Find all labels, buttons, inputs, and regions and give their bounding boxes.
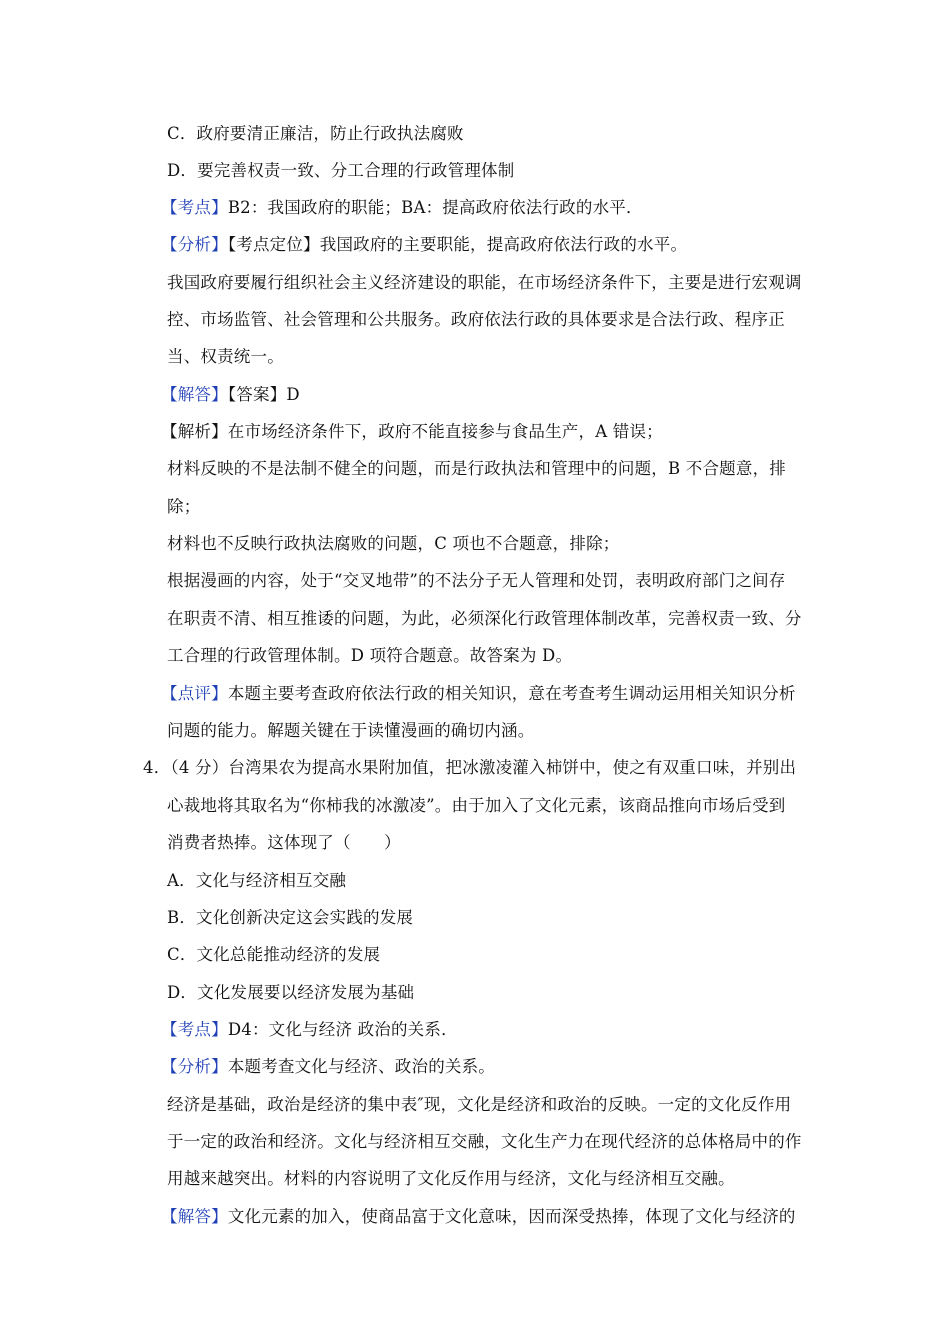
jieda-text: 【答案】D <box>227 385 300 404</box>
kaodian-text: B2：我国政府的职能；BA：提高政府依法行政的水平． <box>227 198 643 217</box>
q3-fenxi-line-3: 当、权责统一。 <box>167 347 284 366</box>
q4-stem-line-1: 4．（4 分）台湾果农为提高水果附加值，把冰激凌灌入柿饼中，使之有双重口味，并别出 <box>143 758 797 777</box>
q3-option-c: C．政府要清正廉洁，防止行政执法腐败 <box>167 124 464 143</box>
q3-jiexi-line-5: 在职责不清、相互推诿的问题，为此，必须深化行政管理体制改革，完善权责一致、分 <box>167 609 802 628</box>
dianping-text: 本题主要考查政府依法行政的相关知识，意在考查考生调动运用相关知识分析 <box>227 684 796 703</box>
fenxi-tag: 【分析】 <box>161 235 228 254</box>
fenxi-text: 本题考查文化与经济、政治的关系。 <box>227 1057 496 1076</box>
jieda-tag: 【解答】 <box>161 1207 228 1226</box>
q3-option-d: D．要完善权责一致、分工合理的行政管理体制 <box>167 161 515 180</box>
q3-dianping-line-1: 问题的能力。解题关键在于读懂漫画的确切内涵。 <box>167 721 535 740</box>
q3-jiexi-line-4: 根据漫画的内容，处于“交叉地带”的不法分子无人管理和处罚，表明政府部门之间存 <box>167 571 786 590</box>
q3-jiexi-line-3: 材料也不反映行政执法腐败的问题，C 项也不合题意，排除； <box>167 534 620 553</box>
q4-jieda <box>161 1206 796 1228</box>
kaodian-text: D4：文化与经济 政治的关系． <box>227 1020 458 1039</box>
q4-fenxi-line-1: 经济是基础，政治是经济的集中表″现，文化是经济和政治的反映。一定的文化反作用 <box>167 1095 792 1114</box>
fenxi-tag: 【分析】 <box>161 1057 228 1076</box>
q3-jiexi: 【解析】在市场经济条件下，政府不能直接参与食品生产，A 错误； <box>161 422 663 441</box>
q4-fenxi <box>161 1056 496 1078</box>
q4-option-b: B．文化创新决定这会实践的发展 <box>167 908 414 927</box>
q4-fenxi-line-3: 用越来越突出。材料的内容说明了文化反作用与经济，文化与经济相互交融。 <box>167 1169 735 1188</box>
q3-jiexi-line-2: 除； <box>167 497 201 516</box>
q3-dianping <box>161 683 796 705</box>
q3-jiexi-line-1: 材料反映的不是法制不健全的问题，而是行政执法和管理中的问题，B 不合题意，排 <box>167 459 786 478</box>
q3-jieda <box>161 384 300 406</box>
jieda-tag: 【解答】 <box>161 385 228 404</box>
kaodian-tag: 【考点】 <box>161 1020 228 1039</box>
q3-fenxi <box>161 234 688 256</box>
q4-option-a: A．文化与经济相互交融 <box>167 871 347 890</box>
jieda-text: 文化元素的加入，使商品富于文化意味，因而深受热捧，体现了文化与经济的 <box>227 1207 796 1226</box>
kaodian-tag: 【考点】 <box>161 198 228 217</box>
q4-option-d: D．文化发展要以经济发展为基础 <box>167 983 415 1002</box>
q3-kaodian <box>161 197 643 219</box>
q3-fenxi-line-1: 我国政府要履行组织社会主义经济建设的职能，在市场经济条件下，主要是进行宏观调 <box>167 273 802 292</box>
q4-stem-line-2: 心裁地将其取名为“你柿我的冰激凌”。由于加入了文化元素，该商品推向市场后受到 <box>167 796 786 815</box>
q4-kaodian <box>161 1019 458 1041</box>
q4-option-c: C．文化总能推动经济的发展 <box>167 945 381 964</box>
q3-jiexi-line-6: 工合理的行政管理体制。D 项符合题意。故答案为 D。 <box>167 646 573 665</box>
fenxi-text: 【考点定位】我国政府的主要职能，提高政府依法行政的水平。 <box>227 235 688 254</box>
q4-stem-line-3: 消费者热捧。这体现了（ ） <box>167 833 401 852</box>
q4-fenxi-line-2: 于一定的政治和经济。文化与经济相互交融，文化生产力在现代经济的总体格局中的作 <box>167 1132 802 1151</box>
dianping-tag: 【点评】 <box>161 684 228 703</box>
q3-fenxi-line-2: 控、市场监管、社会管理和公共服务。政府依法行政的具体要求是合法行政、程序正 <box>167 310 785 329</box>
